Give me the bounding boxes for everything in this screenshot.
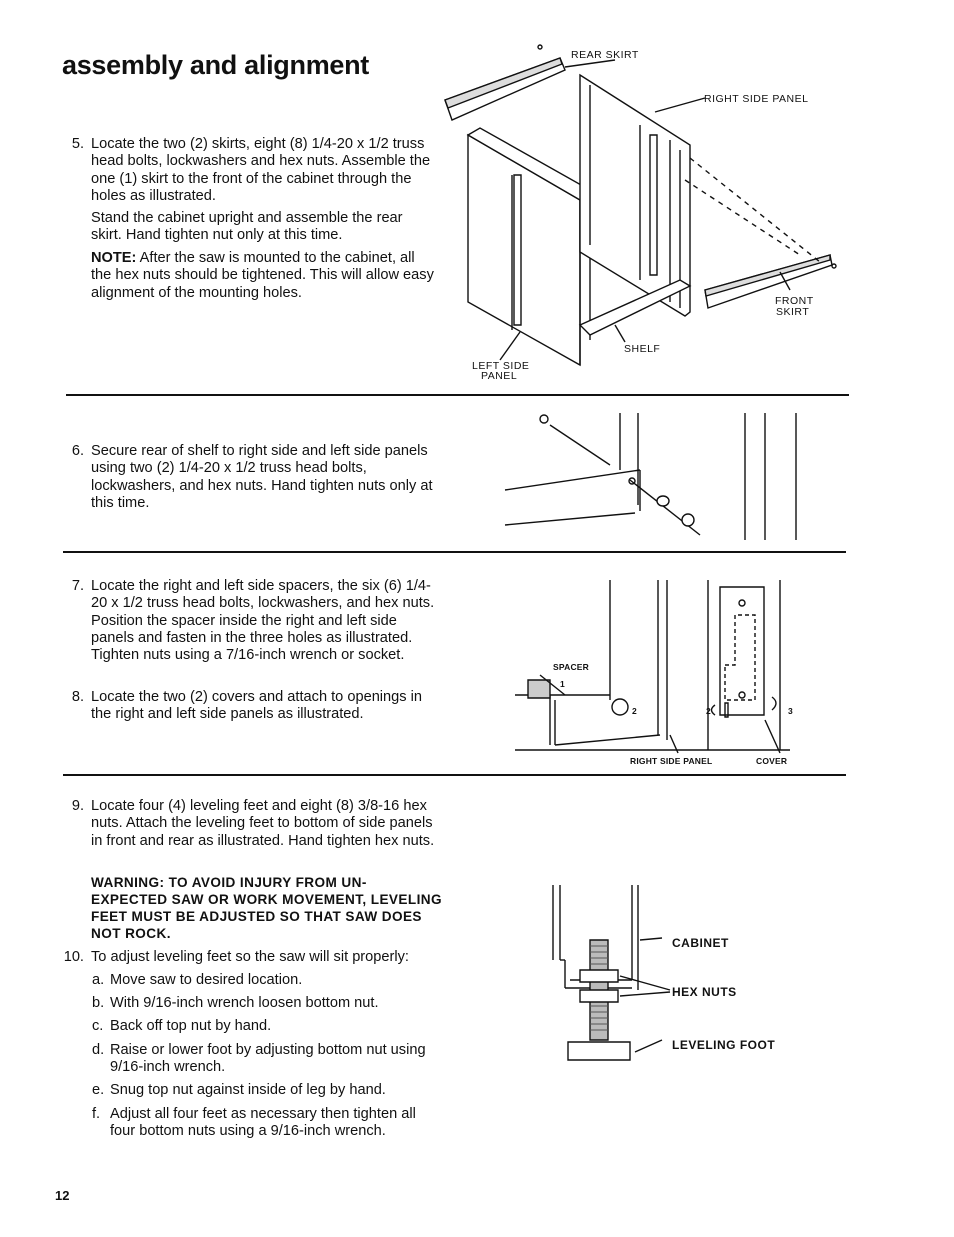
substep-text: With 9/16-inch wrench loosen bottom nut. (110, 995, 379, 1011)
shelf-bolt-figure (500, 405, 810, 550)
step-number: 5. (71, 136, 84, 152)
step-number: 6. (71, 443, 84, 459)
substep-e (92, 1082, 440, 1099)
step-number: 10. (63, 949, 84, 965)
substep-a (92, 972, 440, 989)
number-2b-label: 2 (706, 706, 711, 716)
step-9 (62, 798, 436, 850)
number-2-label: 2 (632, 706, 637, 716)
substep-f (92, 1106, 444, 1141)
step-5-note (91, 250, 436, 302)
substep-text: Raise or lower foot by adjusting bottom nut using 9/16-inch wrench. (110, 1042, 426, 1076)
cabinet-assembly-figure (440, 40, 850, 385)
step-7 (62, 578, 436, 664)
leveling-foot-label: LEVELING FOOT (672, 1038, 776, 1052)
number-1-label: 1 (560, 679, 565, 689)
step-6 (62, 443, 436, 512)
substep-text: Back off top nut by hand. (110, 1018, 272, 1034)
step-text: To adjust leveling feet so the saw will sit properly: (91, 949, 409, 965)
right-side-panel-label: RIGHT SIDE PANEL (704, 93, 809, 105)
step-text: Locate the right and left side spacers, the six (6) 1/4-20 x 1/2 truss head bolts, lockwashers, and hex nuts. Position the spacer inside the right and left side panels and fasten in the three holes as illustrated. Tighten nuts using a 7/16-inch wrench or socket. (91, 578, 435, 664)
spacer-label: SPACER (553, 662, 589, 672)
left-side-panel-label-2: PANEL (481, 370, 518, 382)
substep-letter: a. (92, 972, 105, 988)
step-number: 9. (71, 798, 84, 814)
step-10 (62, 949, 442, 966)
step-text: Locate the two (2) skirts, eight (8) 1/4-20 x 1/2 truss head bolts, lockwashers and hex nuts. Assemble the one (1) skirt to the front of the cabinet through the holes as illustrated. (91, 136, 431, 204)
hex-nuts-label: HEX NUTS (672, 985, 737, 999)
substep-c (92, 1018, 440, 1035)
section-divider (66, 394, 849, 396)
rear-skirt-label: REAR SKIRT (571, 49, 639, 61)
substep-d (92, 1042, 440, 1077)
substep-letter: c. (92, 1018, 104, 1034)
page-number: 12 (55, 1188, 70, 1203)
front-skirt-label-1: FRONT (775, 295, 814, 307)
note-label: NOTE: (91, 250, 137, 266)
step-text: Locate four (4) leveling feet and eight (8) 3/8-16 hex nuts. Attach the leveling feet to bottom of side panels in front and rear as illustrated. Hand tighten hex nuts. (91, 798, 435, 849)
substep-letter: f. (92, 1106, 101, 1122)
cover-label: COVER (756, 756, 788, 766)
step-number: 7. (71, 578, 84, 594)
shelf-label: SHELF (624, 343, 661, 355)
substep-letter: b. (92, 995, 105, 1011)
warning-text: WARNING: TO AVOID INJURY FROM UN-EXPECTED SAW OR WORK MOVEMENT, LEVELING FEET MUST BE ADJUSTED SO THAT SAW DOES NOT ROCK. (91, 875, 442, 941)
substep-letter: e. (92, 1082, 105, 1098)
section-divider (63, 551, 846, 553)
substep-text: Snug top nut against inside of leg by hand. (110, 1082, 386, 1098)
step-8 (62, 689, 436, 724)
number-3-label: 3 (788, 706, 793, 716)
page-title: assembly and alignment (62, 50, 369, 80)
substep-b (92, 995, 440, 1012)
front-skirt-label-2: SKIRT (776, 306, 810, 318)
step-5-paragraph-2: Stand the cabinet upright and assemble the rear skirt. Hand tighten nut only at this time. (91, 210, 403, 244)
step-text: Locate the two (2) covers and attach to openings in the right and left side panels as illustrated. (91, 689, 422, 723)
substep-text: Move saw to desired location. (110, 972, 303, 988)
step-5 (62, 136, 436, 205)
substep-text: Adjust all four feet as necessary then tighten all four bottom nuts using a 9/16-inch wrench. (110, 1106, 416, 1140)
section-divider (63, 774, 846, 776)
step-number: 8. (71, 689, 84, 705)
step-text: Secure rear of shelf to right side and left side panels using two (2) 1/4-20 x 1/2 truss head bolts, lockwashers, and hex nuts. Hand tighten nuts only at this time. (91, 443, 433, 511)
right-side-panel-label: RIGHT SIDE PANEL (630, 756, 713, 766)
substep-letter: d. (92, 1042, 105, 1058)
note-text: After the saw is mounted to the cabinet, all the hex nuts should be tightened. This will allow easy alignment of the mounting holes. (91, 250, 434, 301)
leveling-foot-figure (550, 880, 660, 1070)
cabinet-label: CABINET (672, 936, 729, 950)
left-side-panel-label-1: LEFT SIDE (472, 360, 530, 372)
